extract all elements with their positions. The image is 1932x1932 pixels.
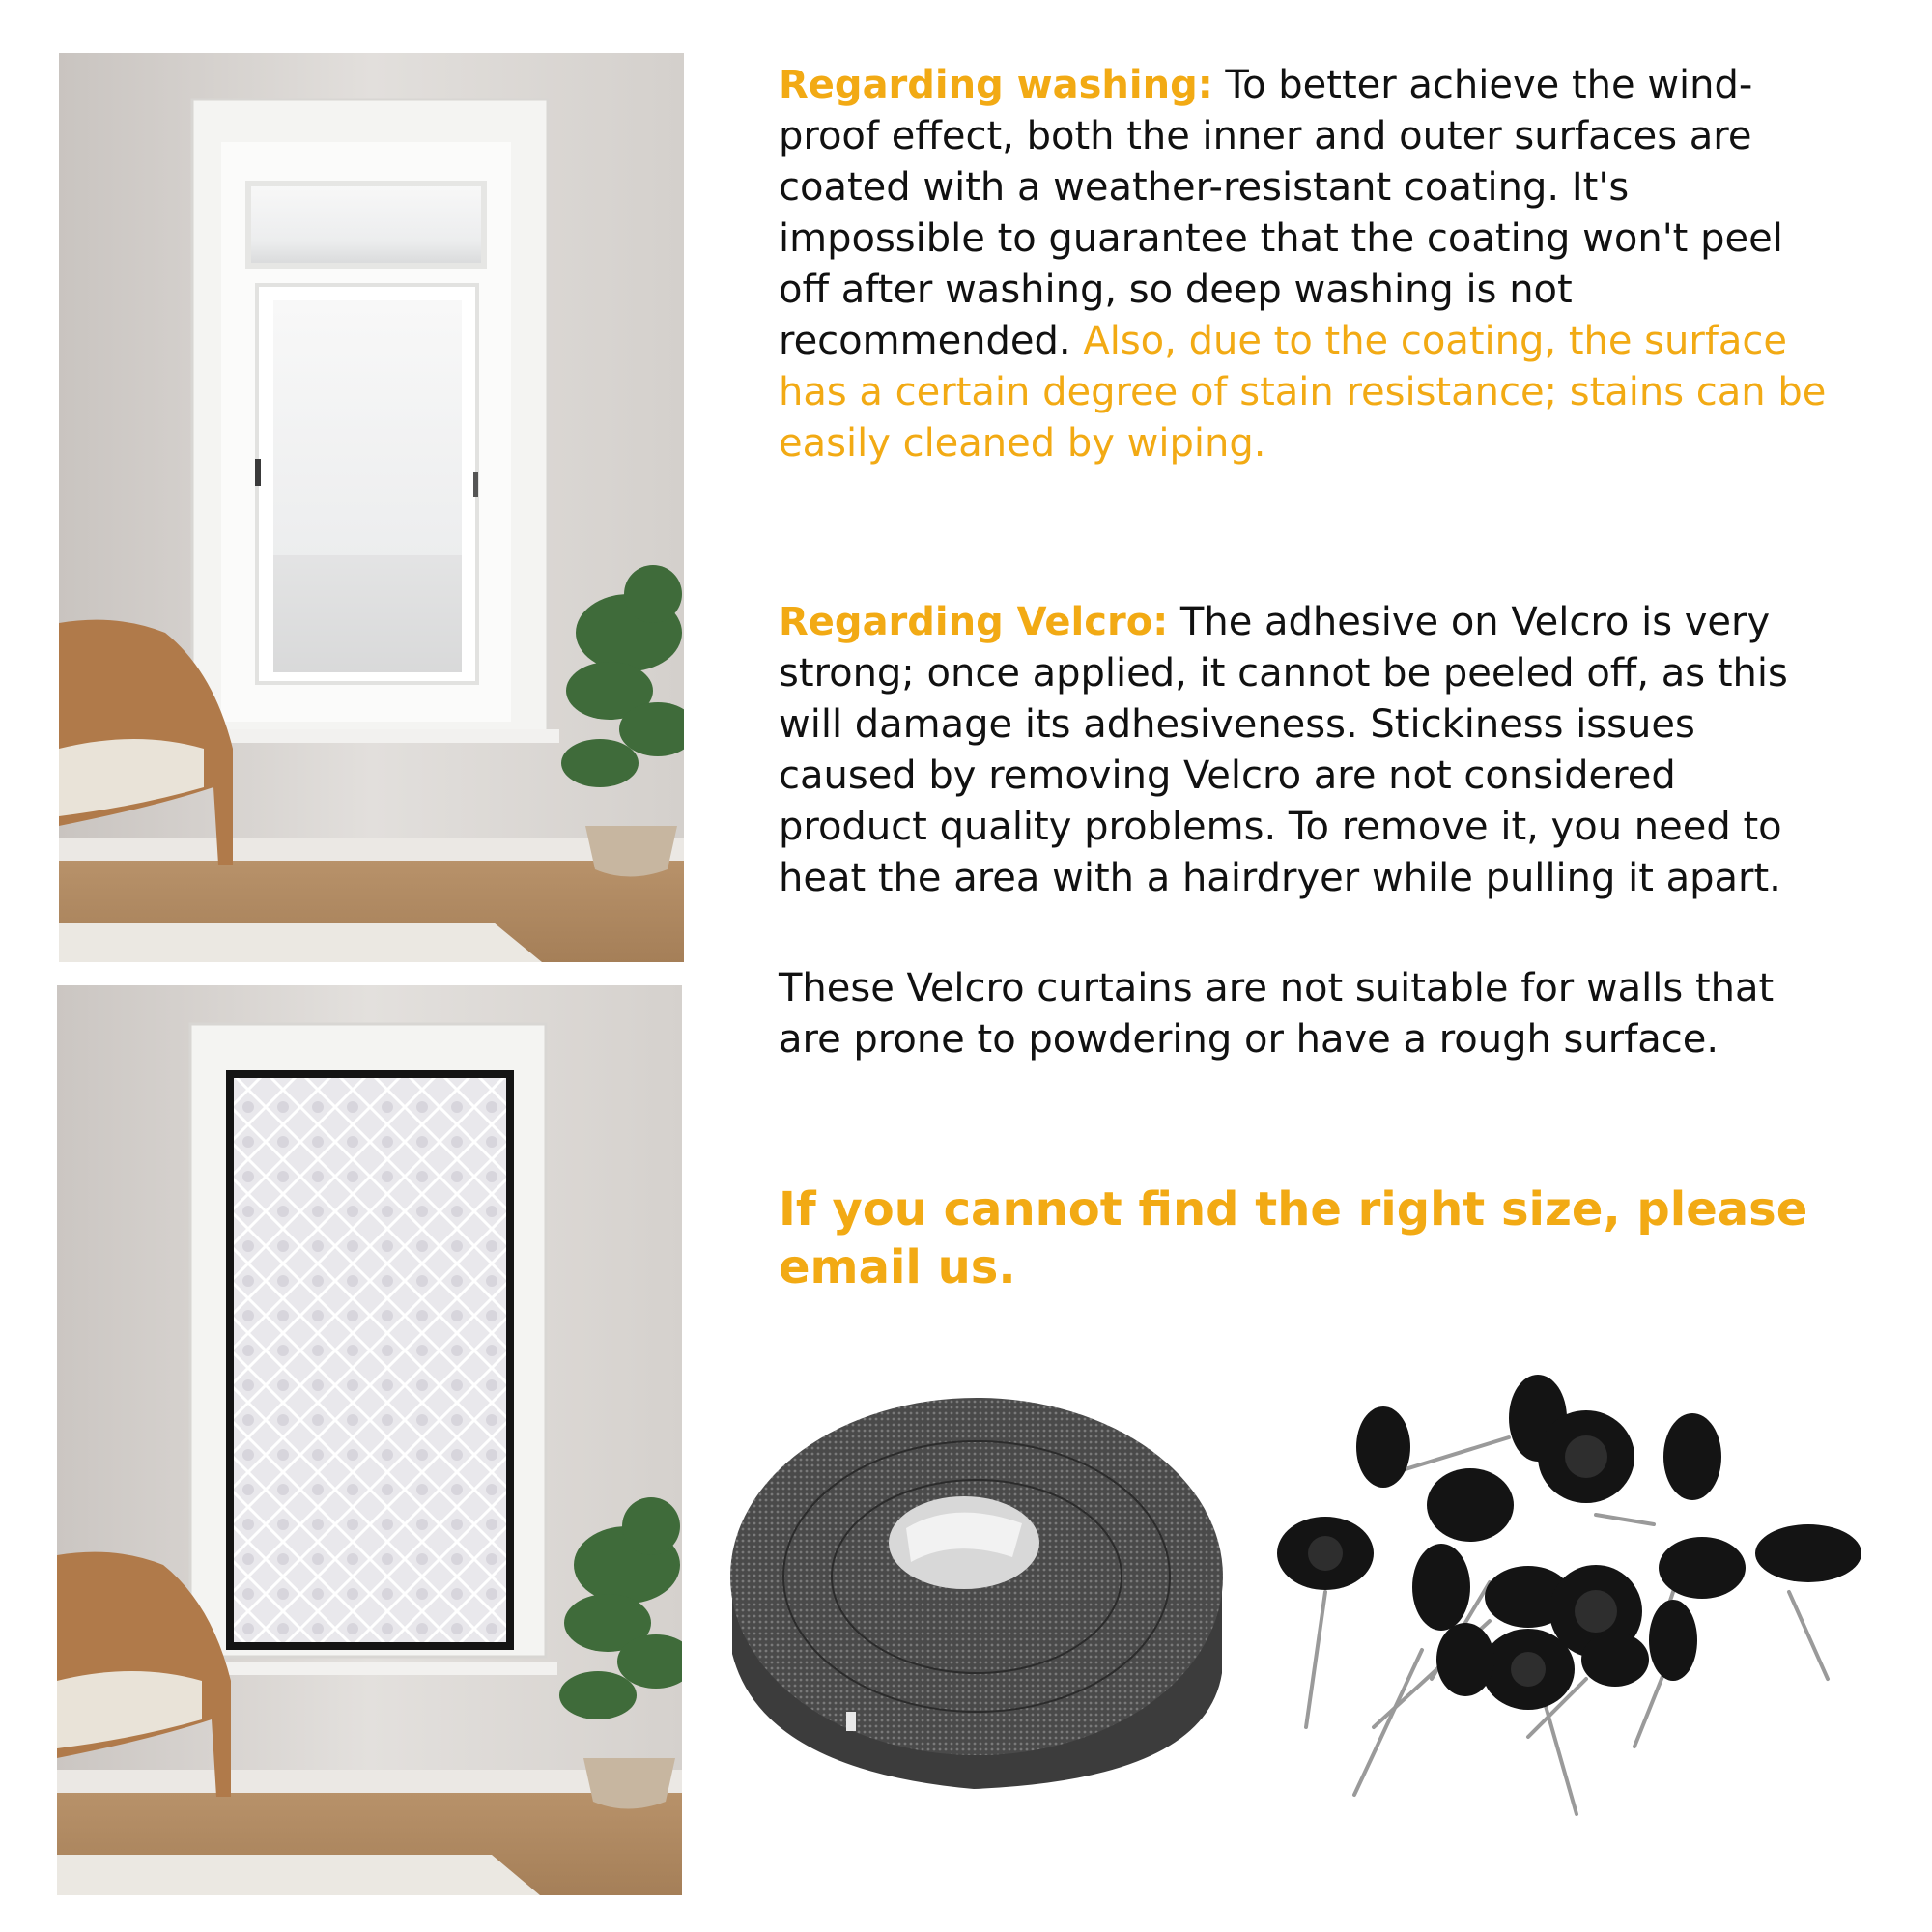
email-note: If you cannot find the right size, please email us. [779,1182,1808,1294]
pushpins-photo [1248,1360,1895,1833]
washing-highlight: Also, due to the coating, the surface has a certain degree of stain resistance; stains can be easily cleaned by wiping. [779,319,1827,466]
washing-heading: Regarding washing: [779,63,1213,107]
velcro-roll-photo [723,1364,1232,1799]
velcro-body: The adhesive on Velcro is very strong; once applied, it cannot be peeled off, as this will damage its adhesiveness. Stickiness issues caused by removing Velcro are not considered product quality problems. To remove it, you need to heat the area with a hairdryer while pulling it apart. [779,600,1788,900]
washing-paragraph [779,60,1832,469]
velcro-section [779,597,1832,904]
walls-note-section [779,963,1832,1065]
washing-body: To better achieve the wind-proof effect, both the inner and outer surfaces are coated with a weather-resistant coating. It's impossible to guarantee that the coating won't peel off after washing, so deep washing is not recommended. [779,63,1783,363]
velcro-paragraph [779,597,1832,904]
room-window-photo [59,53,684,962]
velcro-heading: Regarding Velcro: [779,600,1169,644]
washing-section [779,60,1832,469]
email-note-section [779,1180,1832,1296]
walls-note: These Velcro curtains are not suitable for walls that are prone to powdering or have a rough surface. [779,966,1775,1062]
room-window-curtain-photo [57,985,682,1895]
